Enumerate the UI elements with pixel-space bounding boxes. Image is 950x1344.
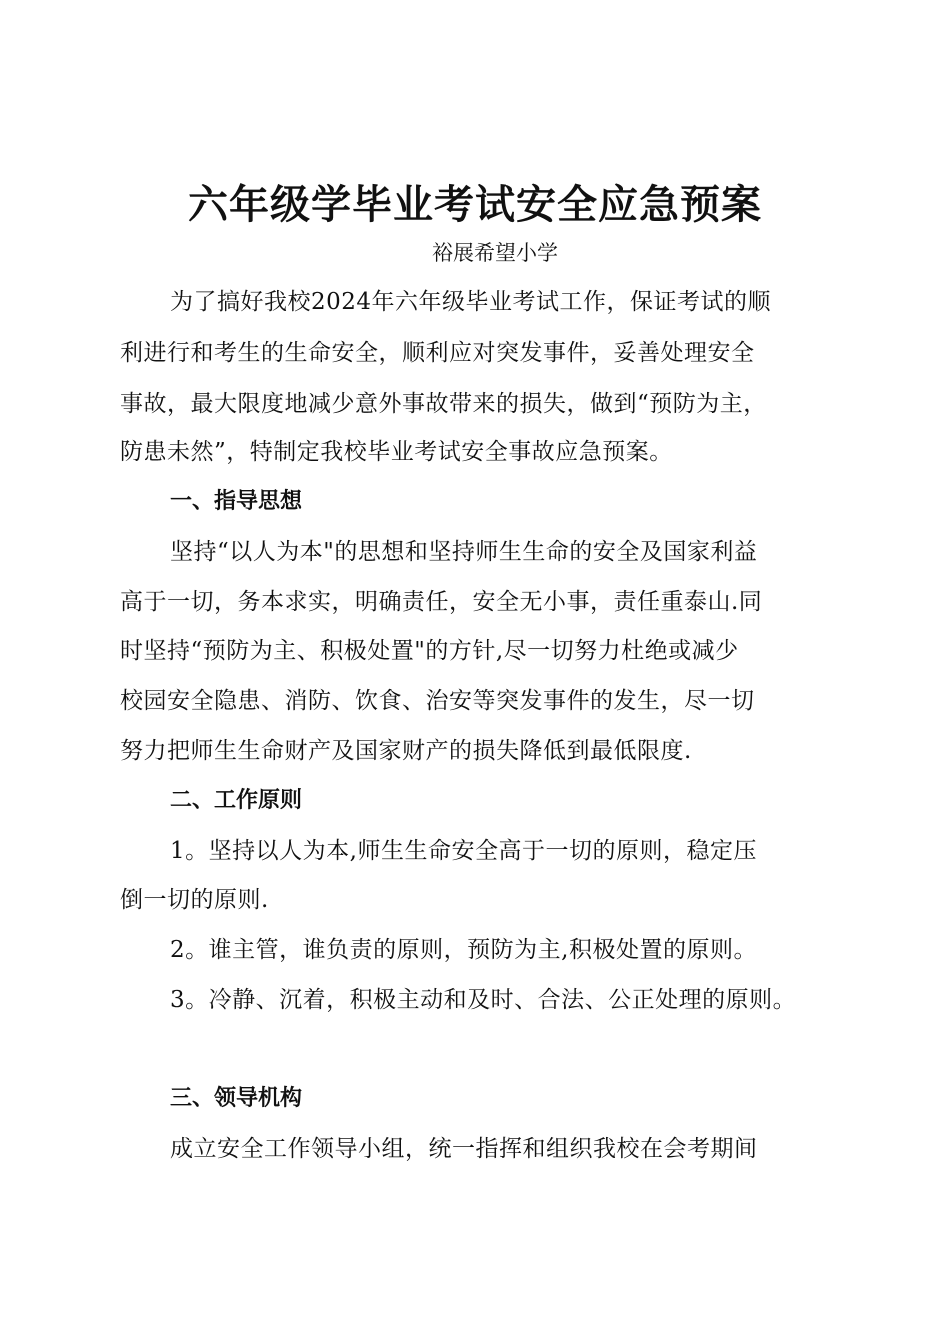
section2-line: 1。坚持以人为本,师生生命安全高于一切的原则，稳定压 — [170, 838, 757, 864]
section1-line: 坚持“以人为本"的思想和坚持师生生命的安全及国家利益 — [170, 539, 758, 565]
section1-line: 高于一切，务本求实，明确责任，安全无小事，责任重泰山.同 — [120, 589, 763, 615]
section3-line: 成立安全工作领导小组，统一指挥和组织我校在会考期间 — [170, 1136, 758, 1162]
section2-line: 2。谁主管，谁负责的原则，预防为主,积极处置的原则。 — [170, 937, 757, 963]
intro-line: 防患未然”，特制定我校毕业考试安全事故应急预案。 — [120, 439, 673, 465]
section1-line: 时坚持“预防为主、积极处置"的方针,尽一切努力杜绝或减少 — [120, 638, 739, 664]
section-heading-leadership: 三、领导机构 — [170, 1086, 303, 1111]
intro-line: 利进行和考生的生命安全，顺利应对突发事件，妥善处理安全 — [120, 340, 755, 366]
section2-line: 3。冷静、沉着，积极主动和及时、合法、公正处理的原则。 — [170, 987, 797, 1013]
section-heading-work-principles: 二、工作原则 — [170, 788, 303, 813]
school-name: 裕展希望小学 — [432, 241, 558, 265]
section-heading-guiding-ideology: 一、指导思想 — [170, 489, 303, 514]
intro-line: 事故，最大限度地减少意外事故带来的损失，做到“预防为主， — [120, 391, 767, 417]
intro-line: 为了搞好我校2024年六年级毕业考试工作，保证考试的顺 — [170, 289, 772, 315]
section1-line: 努力把师生生命财产及国家财产的损失降低到最低限度. — [120, 738, 692, 764]
document-title: 六年级学毕业考试安全应急预案 — [188, 182, 762, 228]
section1-line: 校园安全隐患、消防、饮食、治安等突发事件的发生，尽一切 — [120, 688, 755, 714]
section2-line: 倒一切的原则. — [120, 887, 269, 913]
